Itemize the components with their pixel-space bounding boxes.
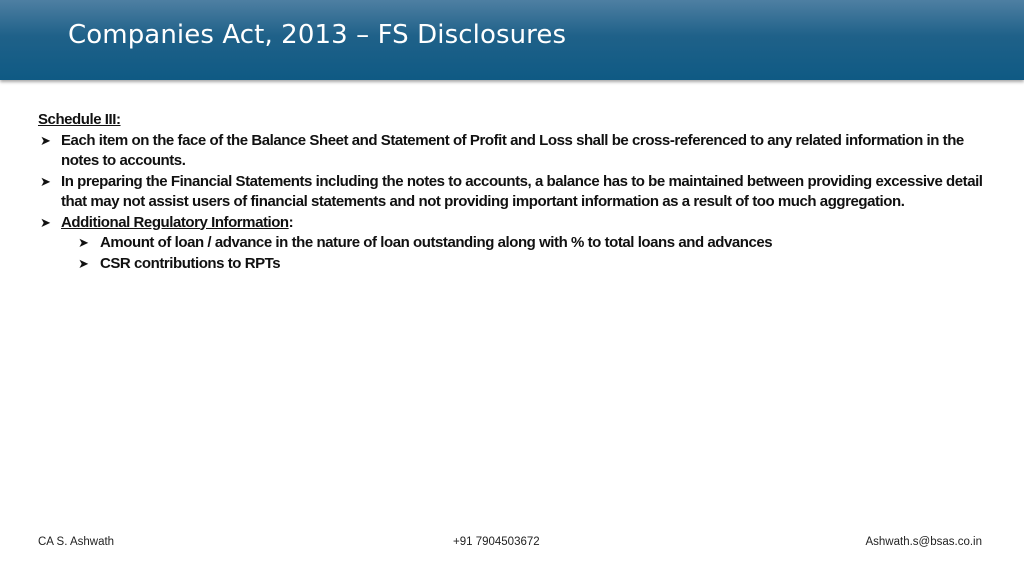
subsection-heading-suffix: : <box>288 213 294 231</box>
bullet-item <box>38 213 988 234</box>
section-heading: Schedule III: <box>38 111 121 128</box>
footer-phone: +91 7904503672 <box>453 536 540 548</box>
sub-bullet-text: CSR contributions to RPTs <box>100 254 281 272</box>
sub-bullet-text: Amount of loan / advance in the nature of loan outstanding along with % to total loans and advances <box>100 234 773 251</box>
arrow-bullet-icon: ➤ <box>40 132 51 148</box>
arrow-bullet-icon: ➤ <box>40 214 51 230</box>
bullet-text: Each item on the face of the Balance Sheet and Statement of Profit and Loss shall be cross-referenced to any related information in the notes to accounts. <box>61 131 964 169</box>
sub-bullet-item <box>38 254 988 275</box>
header-bar <box>0 0 1024 80</box>
bullet-item <box>38 172 988 213</box>
footer-name: CA S. Ashwath <box>38 536 115 548</box>
bullet-text: In preparing the Financial Statements including the notes to accounts, a balance has to be maintained between providing excessive detail that may not assist users of financial statements and not providing important information as a result of too much aggregation. <box>61 172 983 210</box>
subsection-heading: Additional Regulatory Information <box>61 213 289 231</box>
arrow-bullet-icon: ➤ <box>78 235 89 250</box>
slide-title: Companies Act, 2013 – FS Disclosures <box>68 20 567 50</box>
arrow-bullet-icon: ➤ <box>40 173 51 189</box>
arrow-bullet-icon: ➤ <box>78 255 89 271</box>
sub-bullet-item <box>38 233 988 254</box>
bullet-item <box>38 131 988 172</box>
slide-content <box>38 110 988 274</box>
footer-email: Ashwath.s@bsas.co.in <box>865 536 982 548</box>
